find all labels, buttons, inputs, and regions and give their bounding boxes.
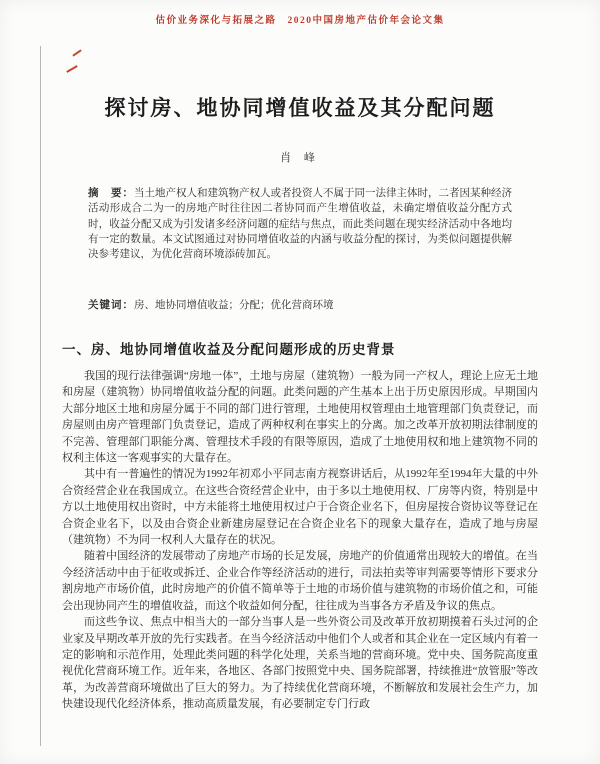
body-paragraph: 其中有一普遍性的情况为1992年初邓小平同志南方视察讲话后，从1992年至1994年大量的中外合资经营企业在我国成立。在这些合资经营企业中，由于多以土地使用权、厂房等内资，特别是中方以土地使用权出资时，中方未能将土地使用权过户于合资企业名下，但房屋按合资协议等登记在合资企业名下，以及由合资企业新建房屋登记在合资企业名下的现象大量存在，造成了地与房屋（建筑物）不为同一权利人大量存在的状况。: [62, 468, 538, 547]
author-name: 肖 峰: [280, 152, 320, 164]
body-paragraph: 随着中国经济的发展带动了房地产市场的长足发展，房地产的价值通常出现较大的增值。在当今经济活动中由于征收或拆迁、企业合作等经济活动的进行，司法拍卖等审判需要等情形下要求分割房地产市场价值，此时房地产的价值不简单等于土地的市场价值与建筑物的市场价值之和，可能会出现协同产生的增值收益，而这个收益如何分配，往往成为当事各方矛盾及争议的焦点。: [62, 550, 538, 612]
body-text: [62, 368, 538, 764]
abstract-block: [88, 186, 512, 262]
page-header: 估价业务深化与拓展之路 2020中国房地产估价年会论文集: [155, 16, 445, 26]
section-1-heading: 一、房、地协同增值收益及分配问题形成的历史背景: [62, 342, 396, 357]
red-annotation-mark: [72, 49, 81, 56]
red-annotation-mark: [66, 65, 77, 73]
abstract-text: 当土地产权人和建筑物产权人或者投资人不属于同一法律主体时，二者因某种经济活动形成合二为一的房地产时往往因二者协同而产生增值收益，未确定增值收益分配方式时，收益分配又成为引发诸多经济问题的症结与焦点，而此类问题在现实经济活动中各地均有一定的数量。本文试图通过对协同增值收益的内涵与收益分配的探讨，为类似问题提供解决参考建议，为优化营商环境添砖加瓦。: [88, 188, 512, 261]
paper-title: 探讨房、地协同增值收益及其分配问题: [104, 96, 496, 120]
keywords-block: [88, 297, 512, 312]
keywords-label: 关键词：: [88, 300, 134, 311]
keywords-text: 房、地协同增值收益；分配；优化营商环境: [134, 300, 334, 311]
body-paragraph: 我国的现行法律强调“房地一体”，土地与房屋（建筑物）一般为同一产权人，理论上应无土地和房屋（建筑物）协同增值收益分配的问题。此类问题的产生基本上出于历史原因形成。早期国内大部分地区土地和房屋分属于不同的部门进行管理，土地使用权管理由土地管理部门负责登记，而房屋则由房产管理部门负责登记，造成了两种权利在事实上的分离。加之改革开放初期法律制度的不完善、管理部门职能分离、管理技术手段的有限等原因，造成了土地使用权和地上建筑物不同的权利主体这一客观事实的大量存在。: [62, 370, 538, 465]
body-paragraph: 而这些争议、焦点中相当大的一部分当事人是一些外资公司及改革开放初期摸着石头过河的企业家及早期改革开放的先行实践者。在当今经济活动中他们个人或者和其企业在一定区域内有着一定的影响和示范作用，处理此类问题的科学化处理，关系当地的营商环境。党中央、国务院高度重视优化营商环境工作。近年来，各地区、各部门按照党中央、国务院部署，持续推进“放管服”等改革，为改善营商环境做出了巨大的努力。为了持续优化营商环境，不断解放和发展社会生产力，加快建设现代化经济体系，推动高质量发展，有必要制定专门行政: [62, 616, 538, 711]
abstract-label: 摘 要：: [88, 188, 134, 199]
